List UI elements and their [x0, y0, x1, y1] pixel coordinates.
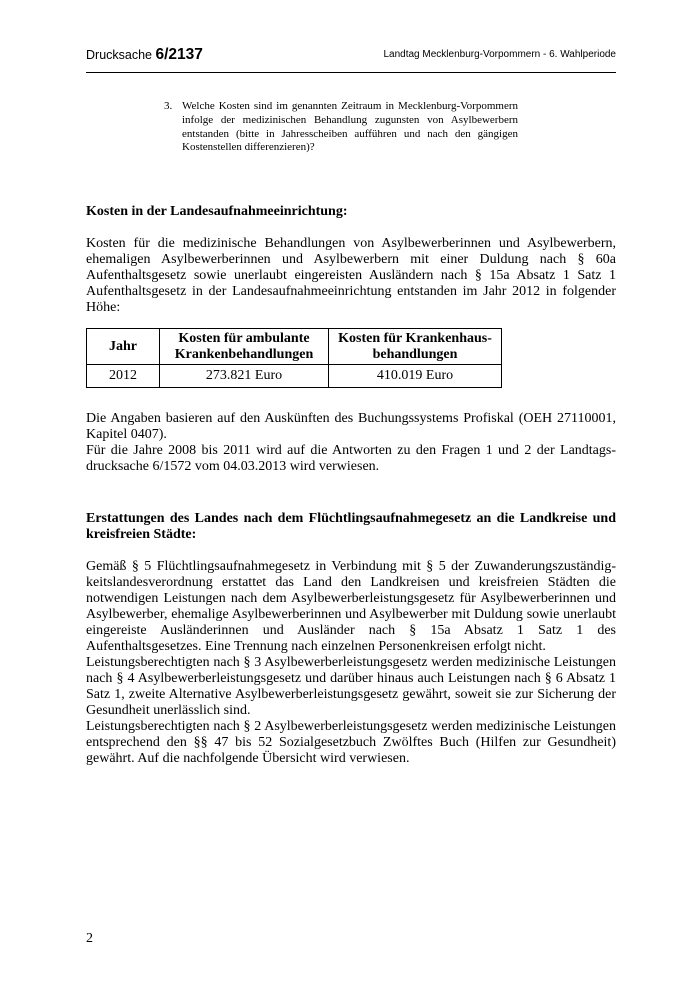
header-ambulant-line1: Kosten für ambulante [178, 331, 310, 346]
drucksache-label: Drucksache [86, 48, 152, 62]
table-header-row [87, 329, 502, 365]
table-row [87, 365, 502, 388]
page-number: 2 [86, 931, 93, 946]
header-hospital-line2: behandlungen [372, 347, 458, 362]
cell-year: 2012 [87, 365, 160, 388]
header-hospital [329, 329, 502, 365]
section1-paragraph: Kosten für die medizinische Behandlungen von Asylbewerberinnen und Asylbewerbern, ehemaligen Asylbewerberinnen und Asylbewerbern mit einer Duldung nach § 60a Aufenthaltsgesetz sowie unerlaubt eingereisten Ausländern nach § 15a Absatz 1 Satz 1 Aufenthaltsgesetz in der Landesaufnahmeeinrichtung entstanden im Jahr 2012 in folgender Höhe: [86, 236, 616, 316]
drucksache-number: 6/2137 [155, 46, 203, 63]
cell-hospital: 410.019 Euro [329, 365, 502, 388]
section2-paragraph-1: Gemäß § 5 Flüchtlingsaufnahmegesetz in Verbindung mit § 5 der Zuwanderungszuständig-keitslandesverordnung erstattet das Land den Landkreisen und kreisfreien Städten die notwendigen Leistungen nach dem Asylbewerberleistungsgesetz für Asylbewerberinnen und Asylbewerber, ehemalige Asylbewerberinnen und Asylbewerber mit Duldung sowie unerlaubt eingereiste Ausländerinnen und Ausländer nach § 15a Absatz 1 Satz 1 des Aufenthaltsgesetzes. Eine Trennung nach einzelnen Personenkreisen erfolgt nicht. [86, 559, 616, 655]
page-header [86, 44, 616, 72]
question-number: 3. [164, 100, 173, 112]
parliament-name: Landtag Mecklenburg-Vorpommern - 6. Wahlperiode [383, 49, 616, 60]
source-note: Die Angaben basieren auf den Auskünften des Buchungssystems Profiskal (OEH 27110001, Kapitel 0407). [86, 411, 616, 443]
section2-heading: Erstattungen des Landes nach dem Flüchtlingsaufnahmegesetz an die Landkreise und kreisfreien Städte: [86, 511, 616, 543]
section2-paragraph-3: Leistungsberechtigten nach § 2 Asylbewerberleistungsgesetz werden medizinische Leistungen entsprechend den §§ 47 bis 52 Sozialgesetzbuch Zwölftes Buch (Hilfen zur Gesundheit) gewährt. Auf die nachfolgende Übersicht wird verwiesen. [86, 719, 616, 767]
section2-paragraph-2: Leistungsberechtigten nach § 3 Asylbewerberleistungsgesetz werden medizinische Leistungen nach § 4 Asylbewerberleistungsgesetz und darüber hinaus auch Leistungen nach § 6 Absatz 1 Satz 1, zweite Alternative Asylbewerberleistungsgesetz gewährt, soweit sie zur Sicherung der Gesundheit unerlässlich sind. [86, 655, 616, 719]
header-year: Jahr [87, 329, 160, 365]
header-ambulant-line2: Krankenbehandlungen [174, 347, 314, 362]
question-text: Welche Kosten sind im genannten Zeitraum in Mecklenburg-Vorpommern infolge der medizinischen Behandlung zugunsten von Asylbewerbern entstanden (bitte in Jahresscheiben aufführen und nach den gängigen Kostenstellen differenzieren)? [182, 100, 518, 154]
header-hospital-line1: Kosten für Krankenhaus- [338, 331, 492, 346]
costs-table [86, 328, 502, 388]
cell-ambulant: 273.821 Euro [160, 365, 329, 388]
section1-heading: Kosten in der Landesaufnahmeeinrichtung: [86, 204, 348, 219]
header-divider [86, 72, 616, 73]
header-ambulant [160, 329, 329, 365]
drucksache-label-group [86, 46, 203, 64]
reference-note: Für die Jahre 2008 bis 2011 wird auf die Antworten zu den Fragen 1 und 2 der Landtags-drucksache 6/1572 vom 04.03.2013 wird verwiesen. [86, 443, 616, 475]
question-block [164, 100, 518, 155]
